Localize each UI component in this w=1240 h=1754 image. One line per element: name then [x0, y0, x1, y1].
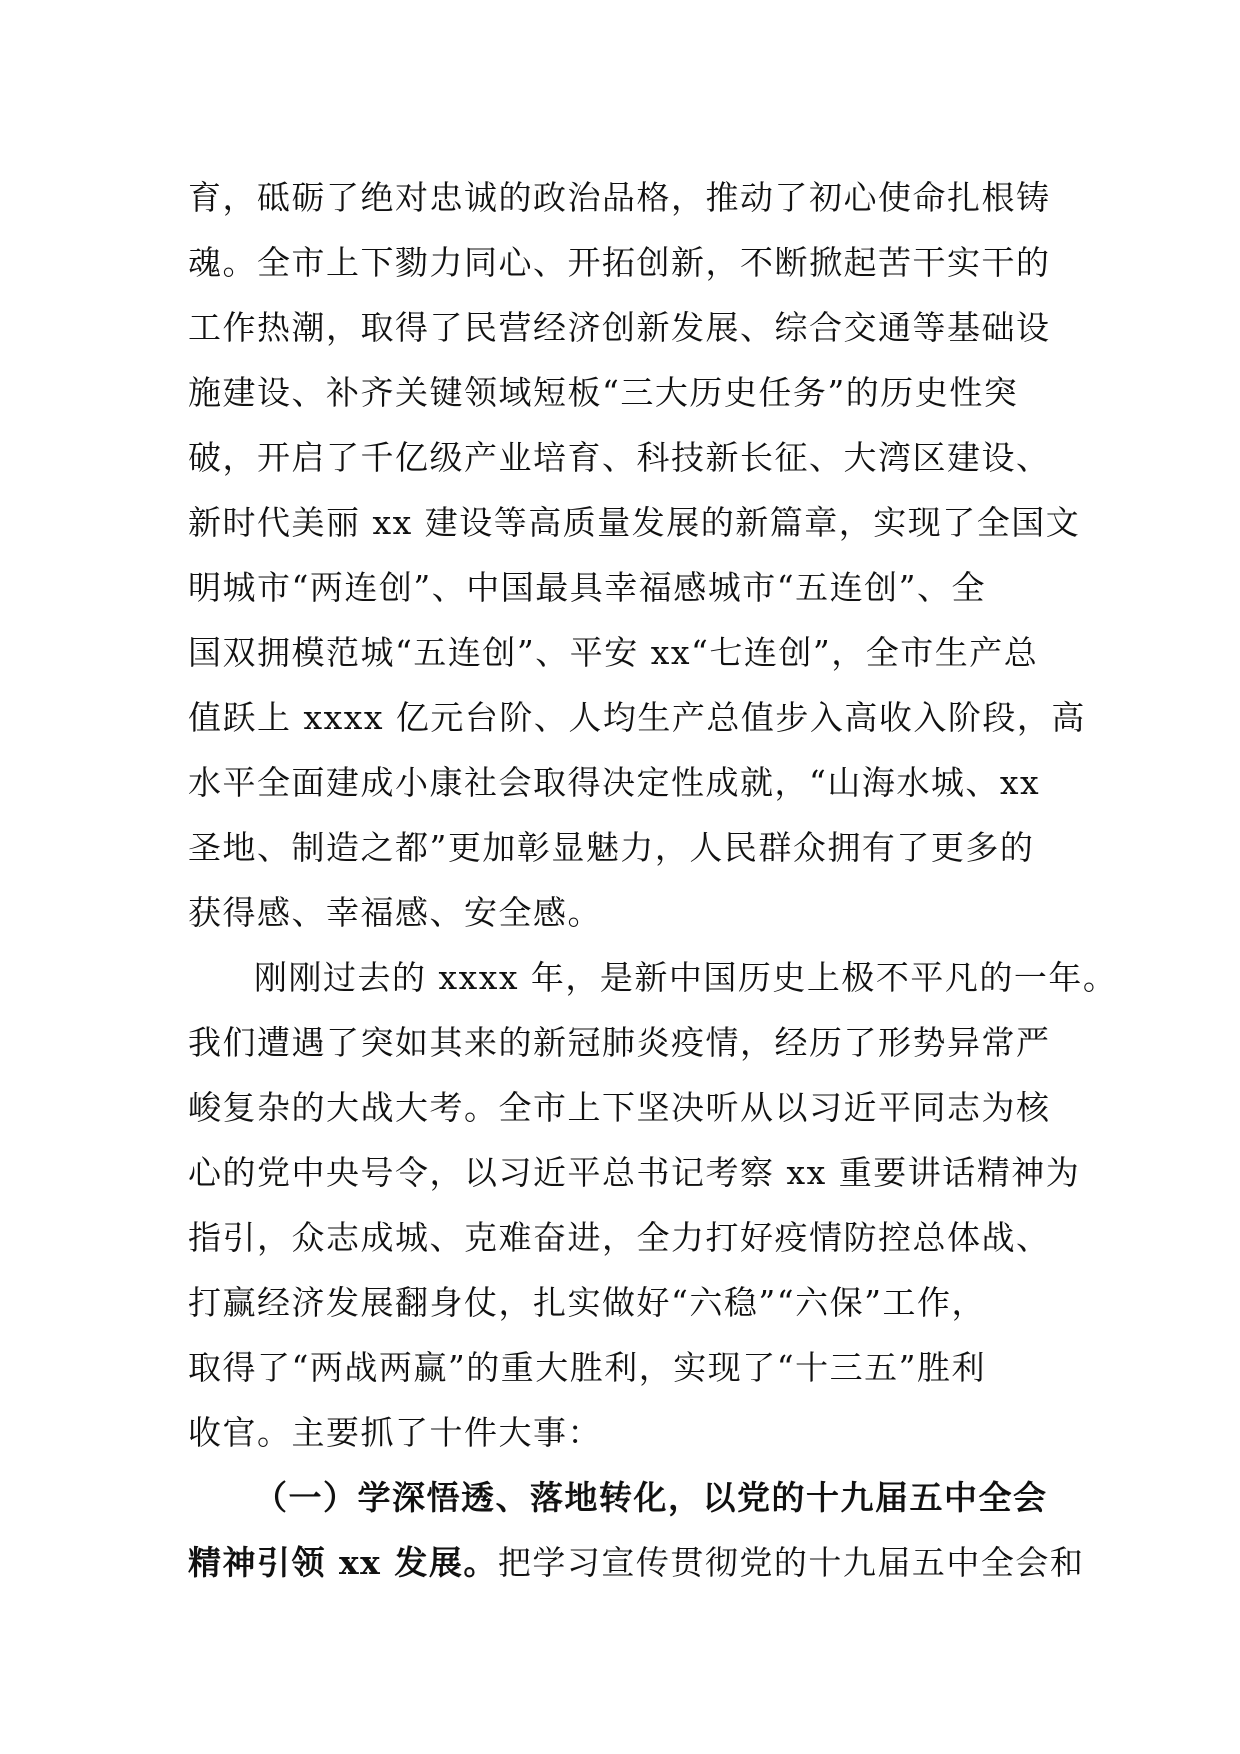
text-line: 圣地、制造之都”更加彰显魅力，人民群众拥有了更多的: [188, 828, 1035, 867]
text-line: 打赢经济发展翻身仗，扎实做好“六稳”“六保”工作，: [188, 1283, 986, 1322]
text-line: 工作热潮，取得了民营经济创新发展、综合交通等基础设: [188, 308, 1051, 347]
section-body-text: 把学习宣传贯彻党的十九届五中全会和: [497, 1543, 1085, 1582]
text-line: 育，砥砺了绝对忠诚的政治品格，推动了初心使命扎根铸: [188, 178, 1051, 217]
text-line: 国双拥模范城“五连创”、平安 xx“七连创”，全市生产总: [188, 633, 1039, 672]
text-line: 收官。主要抓了十件大事：: [188, 1413, 602, 1452]
text-line: 值跃上 xxxx 亿元台阶、人均生产总值步入高收入阶段，高: [188, 698, 1086, 737]
text-line: 指引，众志成城、克难奋进，全力打好疫情防控总体战、: [188, 1218, 1051, 1257]
text-line: 峻复杂的大战大考。全市上下坚决听从以习近平同志为核: [188, 1088, 1051, 1127]
text-line: 施建设、补齐关键领域短板“三大历史任务”的历史性突: [188, 373, 1019, 412]
text-line: 心的党中央号令，以习近平总书记考察 xx 重要讲话精神为: [188, 1153, 1081, 1192]
text-line: 新时代美丽 xx 建设等高质量发展的新篇章，实现了全国文: [188, 503, 1081, 542]
text-line: 魂。全市上下勠力同心、开拓创新，不断掀起苦干实干的: [188, 243, 1051, 282]
paragraph-start-line: 刚刚过去的 xxxx 年，是新中国历史上极不平凡的一年。: [254, 958, 1118, 997]
text-line: 水平全面建成小康社会取得决定性成就，“山海水城、xx: [188, 763, 1041, 802]
text-line: 我们遭遇了突如其来的新冠肺炎疫情，经历了形势异常严: [188, 1023, 1051, 1062]
section-heading-continuation: [188, 1530, 1085, 1595]
text-line: 获得感、幸福感、安全感。: [188, 893, 602, 932]
document-body: [188, 165, 1118, 1595]
section-heading-bold-part: 精神引领 xx 发展。: [188, 1543, 498, 1582]
text-line: 取得了“两战两赢”的重大胜利，实现了“十三五”胜利: [188, 1348, 986, 1387]
text-line: 明城市“两连创”、中国最具幸福感城市“五连创”、全: [188, 568, 986, 607]
section-heading: （一）学深悟透、落地转化，以党的十九届五中全会: [254, 1478, 1048, 1517]
text-line: 破，开启了千亿级产业培育、科技新长征、大湾区建设、: [188, 438, 1051, 477]
